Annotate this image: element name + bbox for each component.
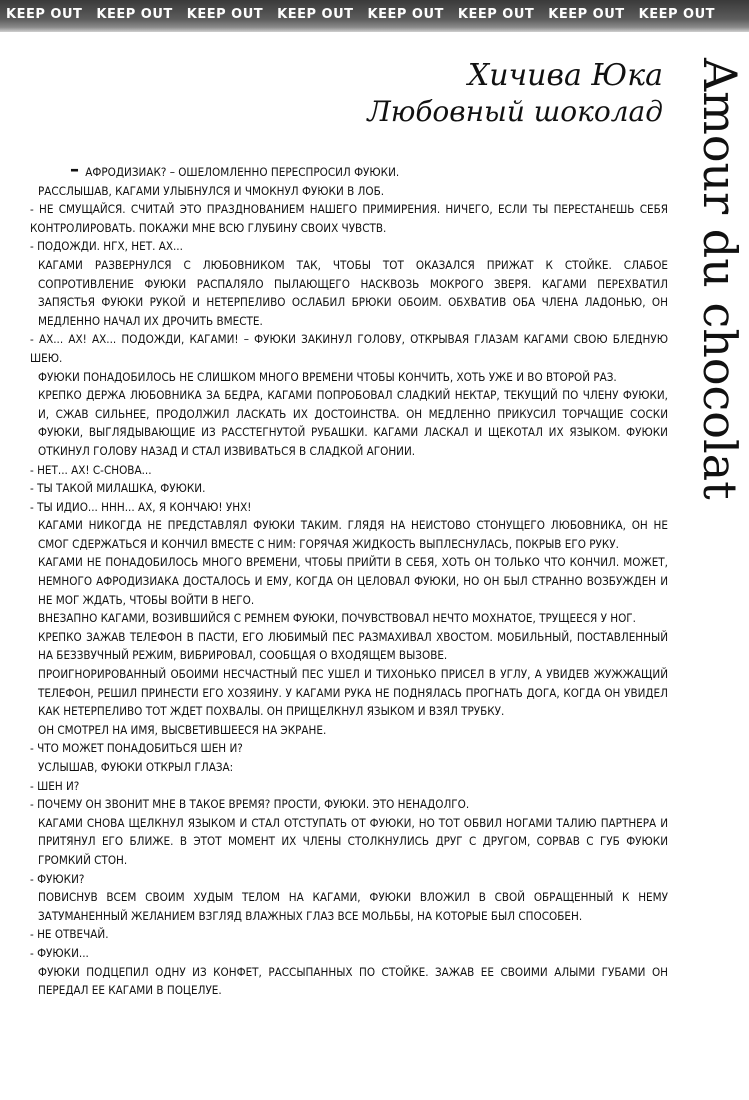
side-title: Amour du chocolat — [693, 58, 747, 500]
banner-text: KEEP OUT — [277, 7, 354, 22]
paragraph: РАССЛЫШАВ, КАГАМИ УЛЫБНУЛСЯ И ЧМОКНУЛ ФУЮКИ В ЛОБ. — [38, 183, 385, 198]
paragraph: - ПОДОЖДИ. НГХ, НЕТ. АХ... — [30, 239, 183, 254]
banner-text: KEEP OUT — [457, 7, 535, 22]
paragraph: КРЕПКО ЗАЖАВ ТЕЛЕФОН В ПАСТИ, ЕГО ЛЮБИМЫЙ ПЕС РАЗМАХИВАЛ ХВОСТОМ. МОБИЛЬНЫЙ, ПОСТАВЛЕННЫЙ НА БЕЗЗВУЧНЫЙ РЕЖИМ, ВИБРИРОВАЛ, СООБЩАЯ О ВХОДЯЩЕМ ВЫЗОВЕ. — [38, 629, 668, 663]
paragraph: КРЕПКО ДЕРЖА ЛЮБОВНИКА ЗА БЕДРА, КАГАМИ ПОПРОБОВАЛ СЛАДКИЙ НЕКТАР, ТЕКУЩИЙ ПО ЧЛЕНУ ФУЮКИ, И, СЖАВ СИЛЬНЕЕ, ПРОДОЛЖИЛ ЛАСКАТЬ ИХ ДОСТОИНСТВА. ОН МЕДЛЕННО ПРИКУСИЛ ТОРЧАЩИЕ СОСКИ ФУЮКИ, ВЫГЛЯДЫВАЮЩИЕ ИЗ РАССТЕГНУТОЙ РУБАШКИ. КАГАМИ ЛАСКАЛ И ЩЕКОТАЛ ИХ ЯЗЫКОМ. ФУЮКИ ОТКИНУЛ ГОЛОВУ НАЗАД И СТАЛ ИЗВИВАТЬСЯ В СЛАДКОЙ АГОНИИ. — [38, 388, 668, 458]
paragraph: ФУЮКИ ПОНАДОБИЛОСЬ НЕ СЛИШКОМ МНОГО ВРЕМЕНИ ЧТОБЫ КОНЧИТЬ, ХОТЬ УЖЕ И ВО ВТОРОЙ РАЗ. — [38, 369, 617, 384]
paragraph: - АХ... АХ! АХ... ПОДОЖДИ, КАГАМИ! – ФУЮКИ ЗАКИНУЛ ГОЛОВУ, ОТКРЫВАЯ ГЛАЗАМ КАГАМИ СВОЮ БЛЕДНУЮ ШЕЮ. — [30, 332, 668, 365]
paragraph: КАГАМИ НЕ ПОНАДОБИЛОСЬ МНОГО ВРЕМЕНИ, ЧТОБЫ ПРИЙТИ В СЕБЯ, ХОТЬ ОН ТОЛЬКО ЧТО КОНЧИЛ. МОЖЕТ, НЕМНОГО АФРОДИЗИАКА ДОСТАЛОСЬ И ЕМУ, КОГДА ОН ЦЕЛОВАЛ ФУЮКИ, НО ОН БЫЛ СТРАННО ВОЗБУЖДЕН И НЕ МОГ ЖДАТЬ, ЧТОБЫ ВОЙТИ В НЕГО. — [38, 555, 668, 607]
paragraph: - ШЕН И? — [30, 778, 80, 793]
paragraph: УСЛЫШАВ, ФУЮКИ ОТКРЫЛ ГЛАЗА: — [38, 760, 234, 774]
paragraph: ВНЕЗАПНО КАГАМИ, ВОЗИВШИЙСЯ С РЕМНЕМ ФУЮКИ, ПОЧУВСТВОВАЛ НЕЧТО МОХНАТОЕ, ТРУЩЕЕСЯ У НОГ. — [38, 611, 636, 626]
paragraph — [30, 157, 668, 182]
opening-dash: – — [70, 157, 86, 181]
author-name: Хичива Юка — [467, 58, 663, 93]
banner-text: KEEP OUT — [367, 7, 444, 22]
paragraph: КАГАМИ НИКОГДА НЕ ПРЕДСТАВЛЯЛ ФУЮКИ ТАКИМ. ГЛЯДЯ НА НЕИСТОВО СТОНУЩЕГО ЛЮБОВНИКА, ОН НЕ СМОГ СДЕРЖАТЬСЯ И КОНЧИЛ ВМЕСТЕ С НИМ: ГОРЯЧАЯ ЖИДКОСТЬ ВЫПЛЕСНУЛАСЬ, ПОКРЫВ ЕГО РУКУ. — [38, 518, 668, 551]
banner-text: KEEP OUT — [96, 7, 173, 22]
paragraph: - ФУЮКИ? — [30, 871, 85, 886]
story-body — [30, 157, 668, 1000]
paragraph: ОН СМОТРЕЛ НА ИМЯ, ВЫСВЕТИВШЕЕСЯ НА ЭКРАНЕ. — [38, 722, 327, 737]
paragraph: КАГАМИ РАЗВЕРНУЛСЯ С ЛЮБОВНИКОМ ТАК, ЧТОБЫ ТОТ ОКАЗАЛСЯ ПРИЖАТ К СТОЙКЕ. СЛАБОЕ СОПРОТИВЛЕНИЕ ФУЮКИ РАСПАЛЯЛО ПЫЛАЮЩЕГО НАСКВОЗЬ МОКРОГО ЗВЕРЯ. КАГАМИ ПЕРЕХВАТИЛ ЗАПЯСТЬЯ ФУЮКИ РУКОЙ И НЕТЕРПЕЛИВО ОСЛАБИЛ БРЮКИ ОБОИМ. ОБХВАТИВ ОБА ЧЛЕНА ЛАДОНЬЮ, ОН МЕДЛЕННО НАЧАЛ ИХ ДРОЧИТЬ ВМЕСТЕ. — [38, 257, 668, 328]
banner-text: KEEP OUT — [6, 7, 83, 22]
paragraph: - ТЫ ИДИО... ННН... АХ, Я КОНЧАЮ! УНХ! — [30, 499, 252, 514]
paragraph: - ФУЮКИ... — [30, 945, 89, 960]
paragraph: - НЕ ОТВЕЧАЙ. — [30, 927, 109, 942]
paragraph: ПОВИСНУВ ВСЕМ СВОИМ ХУДЫМ ТЕЛОМ НА КАГАМИ, ФУЮКИ ВЛОЖИЛ В СВОЙ ОБРАЩЕННЫЙ К НЕМУ ЗАТУМАНЕННЫЙ ЖЕЛАНИЕМ ВЗГЛЯД ВЛАЖНЫХ ГЛАЗ ВСЕ МОЛЬБЫ, НА КОТОРЫЕ БЫЛ СПОСОБЕН. — [38, 890, 668, 923]
paragraph: - НЕ СМУЩАЙСЯ. СЧИТАЙ ЭТО ПРАЗДНОВАНИЕМ НАШЕГО ПРИМИРЕНИЯ. НИЧЕГО, ЕСЛИ ТЫ ПЕРЕСТАНЕШЬ СЕБЯ КОНТРОЛИРОВАТЬ. ПОКАЖИ МНЕ ВСЮ ГЛУБИНУ СВОИХ ЧУВСТВ. — [30, 202, 668, 235]
story-title: Любовный шоколад — [367, 95, 663, 128]
paragraph: - НЕТ... АХ! С-СНОВА... — [30, 462, 152, 477]
paragraph-text: АФРОДИЗИАК? – ОШЕЛОМЛЕННО ПЕРЕСПРОСИЛ ФУЮКИ. — [85, 165, 400, 179]
banner-text: KEEP OUT — [638, 7, 715, 22]
paragraph: - ПОЧЕМУ ОН ЗВОНИТ МНЕ В ТАКОЕ ВРЕМЯ? ПРОСТИ, ФУЮКИ. ЭТО НЕНАДОЛГО. — [30, 797, 470, 812]
paragraph: ПРОИГНОРИРОВАННЫЙ ОБОИМИ НЕСЧАСТНЫЙ ПЕС УШЕЛ И ТИХОНЬКО ПРИСЕЛ В УГЛУ, А УВИДЕВ ЖУЖЖАЩИЙ ТЕЛЕФОН, РЕШИЛ ПРИНЕСТИ ЕГО ХОЗЯИНУ. У КАГАМИ РУКА НЕ ПОДНЯЛАСЬ ПРОГНАТЬ ДОГА, КОГДА ОН УВИДЕЛ КАК НЕТЕРПЕЛИВО ТОТ ЖДЕТ ПОХВАЛЫ. ОН ПРИЩЕЛКНУЛ ЯЗЫКОМ И ВЗЯЛ ТРУБКУ. — [38, 667, 668, 719]
paragraph: КАГАМИ СНОВА ЩЕЛКНУЛ ЯЗЫКОМ И СТАЛ ОТСТУПАТЬ ОТ ФУЮКИ, НО ТОТ ОБВИЛ НОГАМИ ТАЛИЮ ПАРТНЕРА И ПРИТЯНУЛ ЕГО БЛИЖЕ. В ЭТОТ МОМЕНТ ИХ ЧЛЕНЫ СТОЛКНУЛИСЬ ДРУГ С ДРУГОМ, СОРВАВ С ГУБ ФУЮКИ ГРОМКИЙ СТОН. — [38, 815, 668, 867]
paragraph: ФУЮКИ ПОДЦЕПИЛ ОДНУ ИЗ КОНФЕТ, РАССЫПАННЫХ ПО СТОЙКЕ. ЗАЖАВ ЕЕ СВОИМИ АЛЫМИ ГУБАМИ ОН ПЕРЕДАЛ ЕЕ КАГАМИ В ПОЦЕЛУЕ. — [38, 964, 668, 998]
keep-out-banner — [0, 0, 749, 32]
banner-text: KEEP OUT — [186, 7, 264, 22]
banner-text: KEEP OUT — [548, 7, 625, 22]
paragraph: - ЧТО МОЖЕТ ПОНАДОБИТЬСЯ ШЕН И? — [30, 741, 243, 756]
paragraph: - ТЫ ТАКОЙ МИЛАШКА, ФУЮКИ. — [30, 481, 206, 496]
